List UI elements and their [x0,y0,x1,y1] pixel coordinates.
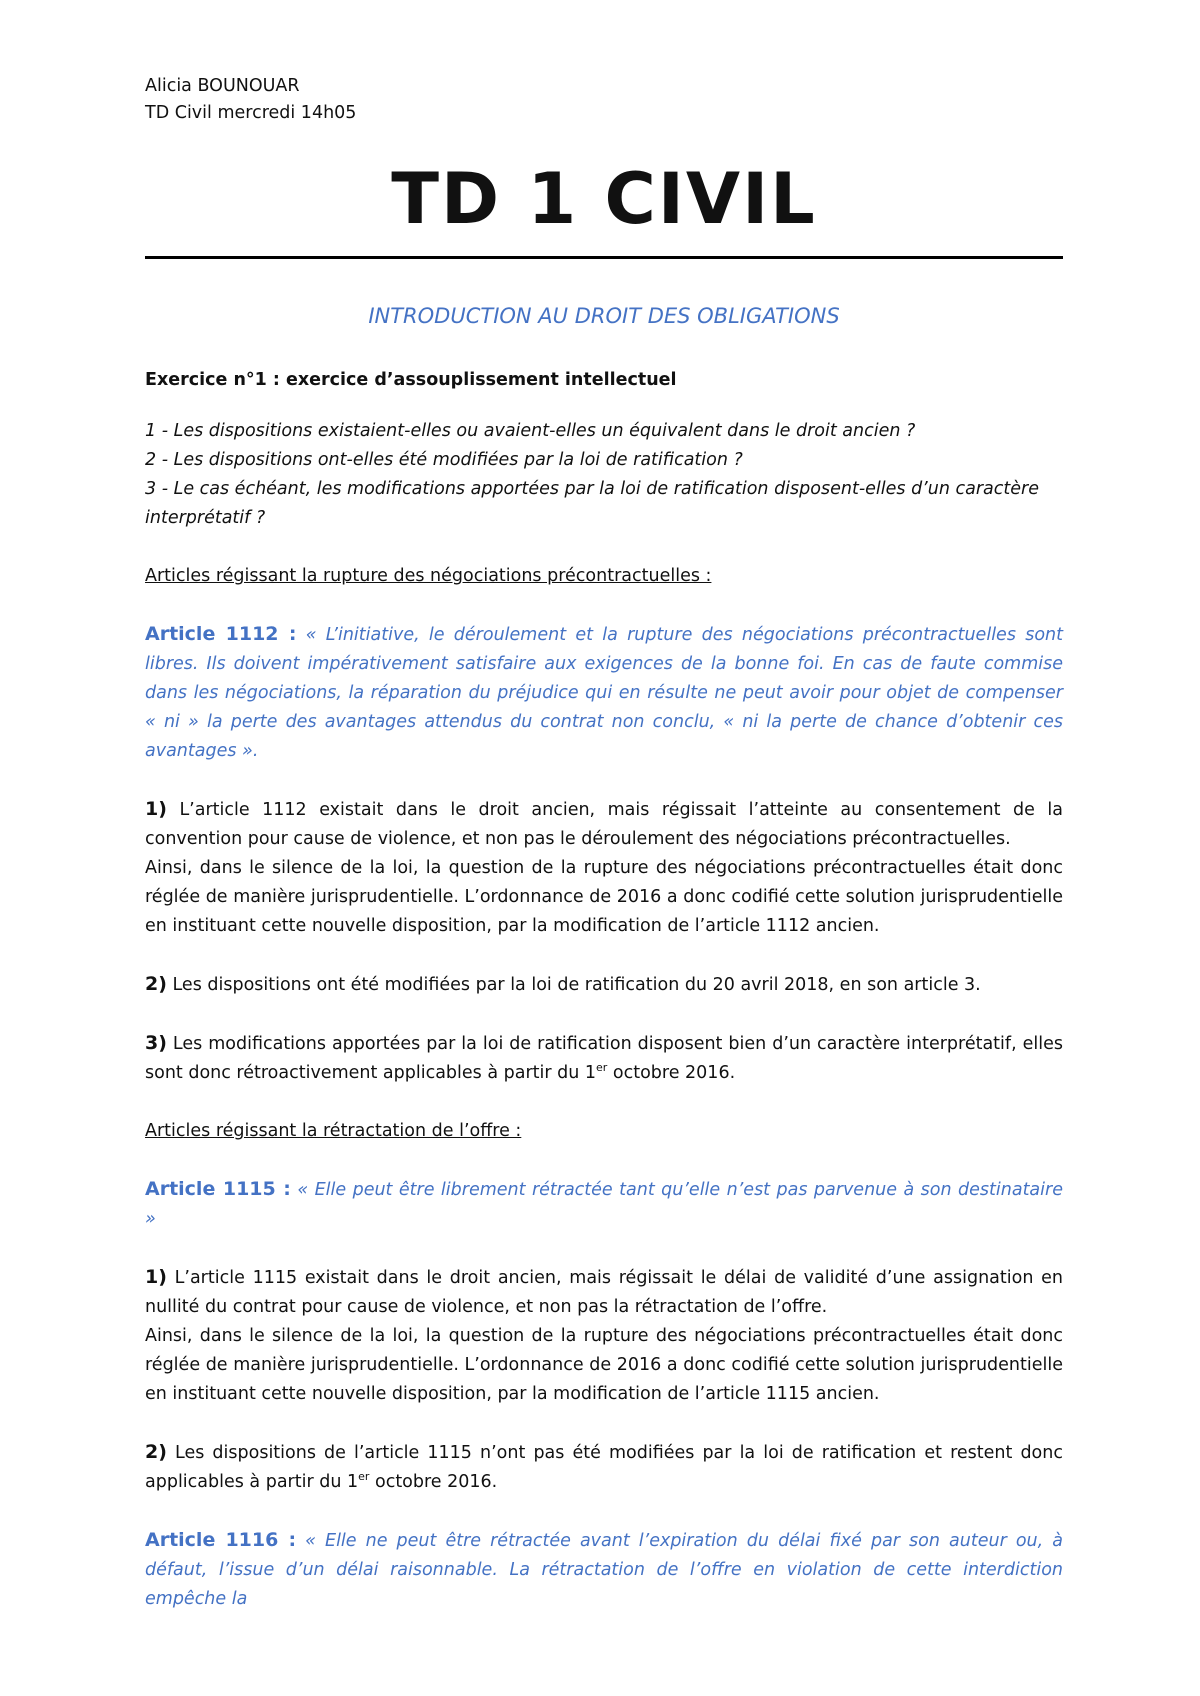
answer-text: Les modifications apportées par la loi de ratification disposent bien d’un caractère interprétatif, elles sont donc rétroactivement applicables à partir du 1 [145,1034,1063,1083]
article-quote: « Elle peut être librement rétractée tant qu’elle n’est pas parvenue à son destinataire » [145,1180,1063,1229]
answer-text: Ainsi, dans le silence de la loi, la question de la rupture des négociations précontractuelles était donc réglée de manière jurisprudentielle. L’ordonnance de 2016 a donc codifié cette solution jurisprudentielle en instituant cette nouvelle disposition, par la modification de l’article 1112 ancien. [145,858,1063,936]
article-1116 [145,1526,1063,1614]
answer-text: L’article 1115 existait dans le droit ancien, mais régissait le délai de validité d’une assignation en nullité du contrat pour cause de violence, et non pas la rétractation de l’offre. [145,1268,1063,1317]
question-item: 2 - Les dispositions ont-elles été modifiées par la loi de ratification ? [145,450,743,470]
article-quote: « L’initiative, le déroulement et la rupture des négociations précontractuelles sont libres. Ils doivent impérativement satisfaire aux exigences de la bonne foi. En cas de faute commise dans les négociations, la réparation du préjudice qui en résulte ne peut avoir pour objet de compenser « ni » la perte des avantages attendus du contrat non conclu, « ni la perte de chance d’obtenir ces avantages ». [145,625,1063,761]
answer-text: Ainsi, dans le silence de la loi, la question de la rupture des négociations précontractuelles était donc réglée de manière jurisprudentielle. L’ordonnance de 2016 a donc codifié cette solution jurisprudentielle en instituant cette nouvelle disposition, par la modification de l’article 1115 ancien. [145,1326,1063,1404]
answer-text: Les dispositions ont été modifiées par la loi de ratification du 20 avril 2018, en son article 3. [172,975,981,995]
document-body [145,73,1063,1614]
ordinal-suffix: er [596,1061,608,1075]
answer-number: 1) [145,798,167,820]
article-label: Article 1115 : [145,1178,291,1200]
question-list [145,417,1063,533]
exercise-heading: Exercice n°1 : exercice d’assouplissement intellectuel [145,370,677,390]
section-heading-retractation: Articles régissant la rétractation de l’offre : [145,1121,522,1141]
author-name: Alicia BOUNOUAR [145,76,300,96]
course-info: TD Civil mercredi 14h05 [145,103,357,123]
article-label: Article 1116 : [145,1529,297,1551]
question-item: 1 - Les dispositions existaient-elles ou avaient-elles un équivalent dans le droit ancien ? [145,421,916,441]
document-subtitle: INTRODUCTION AU DROIT DES OBLIGATIONS [368,304,840,328]
article-label: Article 1112 : [145,623,297,645]
answer-number: 1) [145,1266,167,1288]
answer-number: 2) [145,973,167,995]
page-title: TD 1 CIVIL [391,158,817,240]
answer-text: octobre 2016. [369,1472,498,1492]
answer-text: L’article 1112 existait dans le droit ancien, mais régissait l’atteinte au consentement de la convention pour cause de violence, et non pas le déroulement des négociations précontractuelles. [145,800,1063,849]
answer-3-article-1112 [145,1029,1063,1088]
question-item: 3 - Le cas échéant, les modifications apportées par la loi de ratification disposent-elles d’un caractère interprétatif ? [145,479,1039,528]
answer-2-article-1115 [145,1438,1063,1497]
section-heading-negociations: Articles régissant la rupture des négociations précontractuelles : [145,566,712,586]
article-1112 [145,620,1063,766]
answer-1-article-1115 [145,1263,1063,1409]
ordinal-suffix: er [358,1470,370,1484]
answer-2-article-1112 [145,970,1063,1000]
article-quote: « Elle ne peut être rétractée avant l’expiration du délai fixé par son auteur ou, à défaut, l’issue d’un délai raisonnable. La rétractation de l’offre en violation de cette interdiction empêche la [145,1531,1063,1609]
article-1115 [145,1175,1063,1234]
answer-number: 2) [145,1441,167,1463]
answer-text: octobre 2016. [607,1063,736,1083]
answer-text: Les dispositions de l’article 1115 n’ont pas été modifiées par la loi de ratification et restent donc applicables à partir du 1 [145,1443,1063,1492]
answer-1-article-1112 [145,795,1063,941]
title-divider [145,256,1063,259]
answer-number: 3) [145,1032,167,1054]
